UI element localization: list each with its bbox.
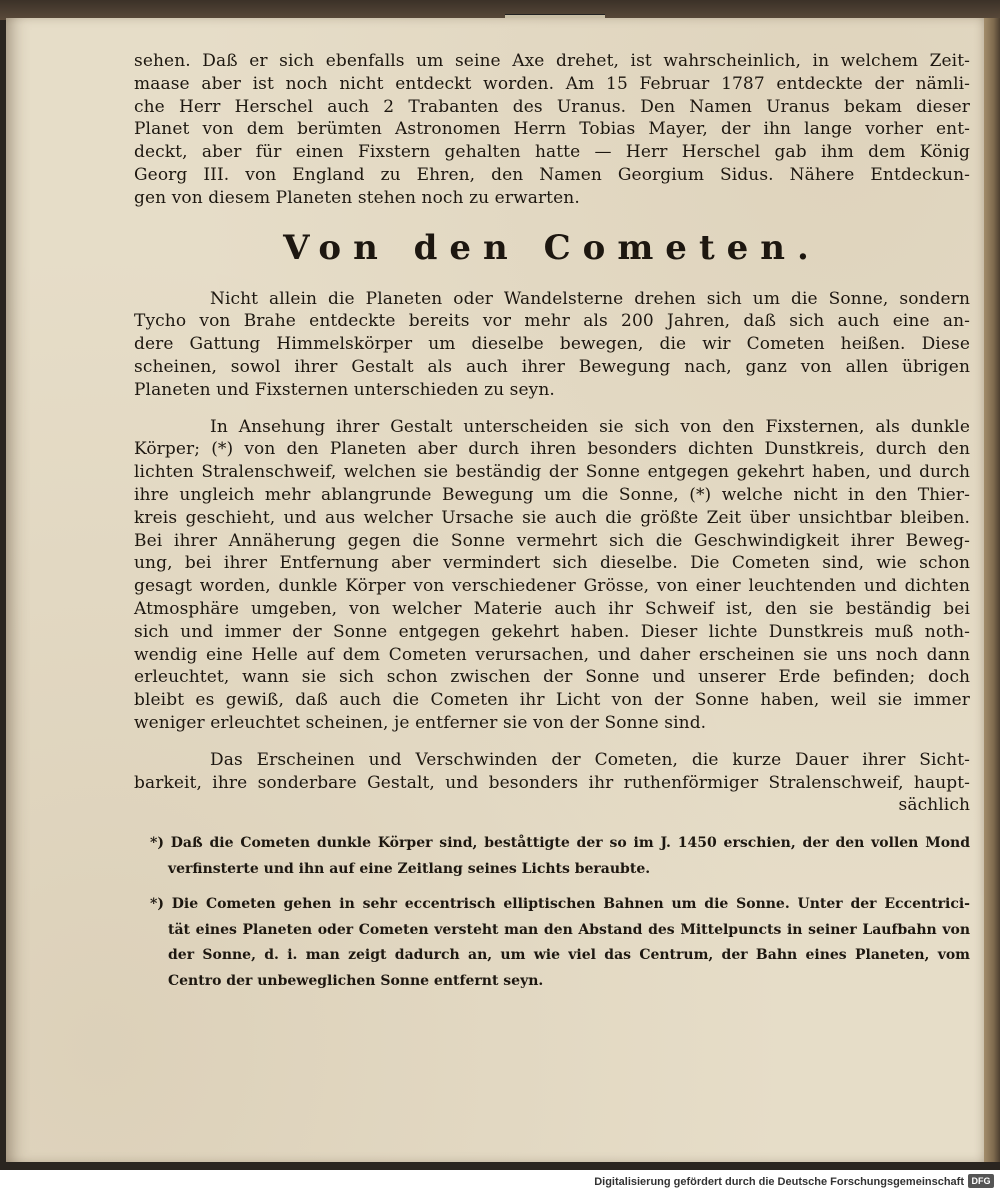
text-line: In Ansehung ihrer Gestalt unterscheiden sie sich von den Fixsternen, als dunkle	[210, 416, 970, 437]
text-line: lichten Stralenschweif, welchen sie beständig der Sonne entgegen gekehrt haben, und durch	[134, 462, 970, 483]
text-line: barkeit, ihre sonderbare Gestalt, und besonders ihr ruthenförmiger Stralenschweif, haupt-	[134, 772, 970, 793]
credit-text: Digitalisierung gefördert durch die Deutsche Forschungsgemeinschaft	[594, 1176, 964, 1188]
text-line: Georg III. von England zu Ehren, den Namen Georgium Sidus. Nähere Entdeckun-	[134, 164, 970, 185]
intro-text	[134, 50, 970, 210]
footnote-line: der Sonne, d. i. man zeigt dadurch an, um wie viel das Centrum, der Bahn eines Planeten, vom	[168, 947, 970, 964]
text-line: ung, bei ihrer Entfernung aber vermindert sich dieselbe. Die Cometen sind, wie schon	[134, 553, 970, 574]
page-content	[134, 50, 970, 994]
credit-bar	[0, 1162, 1000, 1194]
text-line: deckt, aber für einen Fixstern gehalten hatte — Herr Herschel gab ihm dem König	[134, 142, 970, 163]
footnote-line: tät eines Planeten oder Cometen versteht man den Abstand des Mittelpuncts in seiner Laufbahn von	[168, 921, 970, 938]
text-line: Planet von dem berümten Astronomen Herrn Tobias Mayer, der ihn lange vorher ent-	[134, 119, 970, 140]
text-line: Nicht allein die Planeten oder Wandelsterne drehen sich um die Sonne, sondern	[210, 288, 970, 309]
text-line: Atmosphäre umgeben, von welcher Materie auch ihr Schweif ist, den sie beständig bei	[134, 598, 970, 619]
catchword: sächlich	[898, 795, 970, 816]
paragraph-3	[134, 749, 970, 817]
text-line: gesagt worden, dunkle Körper von verschiedener Grösse, von einer leuchtenden und dichten	[134, 576, 970, 597]
text-line: sehen. Daß er sich ebenfalls um seine Axe drehet, ist wahrscheinlich, in welchem Zeit-	[134, 51, 970, 71]
footnote-line: *) Daß die Cometen dunkle Körper sind, beståttigte der so im J. 1450 erschien, der den vollen Mond	[150, 835, 970, 852]
text-line: bleibt es gewiß, daß auch die Cometen ihr Licht von der Sonne haben, weil sie immer	[134, 690, 970, 711]
text-line: Bei ihrer Annäherung gegen die Sonne vermehrt sich die Geschwindigkeit ihrer Beweg-	[134, 530, 970, 551]
text-line: Das Erscheinen und Verschwinden der Cometen, die kurze Dauer ihrer Sicht-	[210, 749, 970, 770]
text-line: Planeten und Fixsternen unterschieden zu seyn.	[134, 379, 555, 400]
page-edge	[984, 18, 1000, 1162]
text-line: Körper; (*) von den Planeten aber durch ihren besonders dichten Dunstkreis, durch den	[134, 439, 970, 460]
text-line: scheinen, sowol ihrer Gestalt als auch ihrer Bewegung nach, ganz von allen übrigen	[134, 356, 970, 377]
paragraph-1	[134, 288, 970, 402]
footnote-line: verfinsterte und ihn auf eine Zeitlang seines Lichts beraubte.	[168, 860, 651, 877]
text-line: ihre ungleich mehr ablangrunde Bewegung um die Sonne, (*) welche nicht in den Thier-	[134, 484, 970, 505]
book-page	[6, 18, 984, 1162]
footnote-line: *) Die Cometen gehen in sehr eccentrisch elliptischen Bahnen um die Sonne. Unter der Eccentrici-	[150, 896, 970, 913]
text-line: wendig eine Helle auf dem Cometen verursachen, und daher erscheinen sie uns noch dann	[134, 644, 970, 665]
text-line: Tycho von Brahe entdeckte bereits vor mehr als 200 Jahren, daß sich auch eine an-	[134, 311, 970, 332]
text-line: che Herr Herschel auch 2 Trabanten des Uranus. Den Namen Uranus bekam dieser	[134, 96, 970, 117]
text-line: dere Gattung Himmelskörper um dieselbe bewegen, die wir Cometen heißen. Diese	[134, 334, 970, 355]
text-line: sich und immer der Sonne entgegen gekehrt haben. Dieser lichte Dunstkreis muß noth-	[134, 621, 970, 642]
footnotes	[134, 831, 970, 994]
text-line: gen von diesem Planeten stehen noch zu erwarten.	[134, 187, 580, 208]
text-line: erleuchtet, wann sie sich schon zwischen der Sonne und unserer Erde befinden; doch	[134, 667, 970, 688]
dfg-logo-icon: DFG	[968, 1174, 994, 1188]
footnote-line: Centro der unbeweglichen Sonne entfernt seyn.	[168, 972, 544, 989]
text-line: kreis geschieht, und aus welcher Ursache sie auch die größte Zeit über unsichtbar bleiben.	[134, 507, 970, 528]
text-line: weniger erleuchtet scheinen, je entferner sie von der Sonne sind.	[134, 712, 707, 733]
paragraph-2	[134, 416, 970, 735]
scan-top-border	[0, 0, 1000, 20]
section-heading: Von den Cometen.	[283, 227, 821, 268]
text-line: maase aber ist noch nicht entdeckt worden. Am 15 Februar 1787 entdeckte der nämli-	[134, 73, 970, 94]
